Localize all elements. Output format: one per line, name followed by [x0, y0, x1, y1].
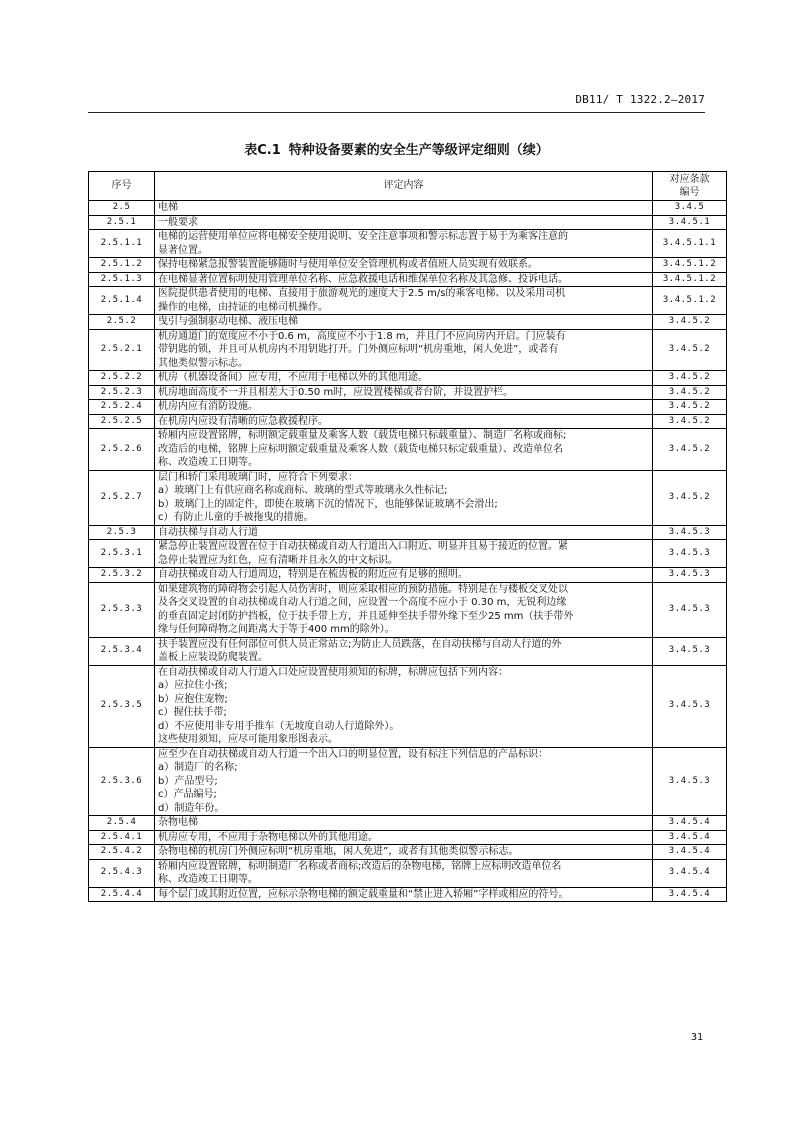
row-content-line: 机房（机器设备间）应专用，不应用于电梯以外的其他用途。	[158, 372, 428, 383]
row-reference: 3.4.5	[653, 201, 727, 216]
row-reference: 3.4.5.1.2	[653, 272, 727, 287]
page-number: 31	[690, 1032, 703, 1043]
row-content	[155, 859, 653, 887]
row-reference: 3.4.5.4	[653, 887, 727, 902]
row-content	[155, 272, 653, 287]
table-row	[89, 816, 727, 831]
row-code: 2.5.4.2	[89, 845, 155, 860]
row-code: 2.5.2.2	[89, 371, 155, 386]
row-code: 2.5.4.3	[89, 859, 155, 887]
row-content-line: 显著位置。	[158, 244, 208, 256]
row-content-line: 及各交叉设置的自动扶梯或自动人行道之间，应设置一个高度不应小于 0.30 m，无锐利边缘	[158, 597, 567, 608]
row-reference: 3.4.5.1.2	[653, 287, 727, 315]
row-content-line: b）产品型号;	[158, 775, 218, 787]
row-code: 2.5.4.4	[89, 887, 155, 902]
row-content-line: 盖板上应装设防爬装置。	[158, 652, 268, 663]
row-content-line: 自动扶梯与自动人行道	[158, 526, 258, 538]
row-content	[155, 287, 653, 315]
column-header-seq: 序号	[89, 172, 155, 201]
row-content	[155, 816, 653, 831]
row-reference: 3.4.5.2	[653, 470, 727, 525]
column-header-ref	[653, 172, 727, 201]
row-reference: 3.4.5.3	[653, 525, 727, 540]
row-content-line: d）制造年份。	[158, 802, 225, 814]
row-content-line: 应至少在自动扶梯或自动人行道一个出入口的明显位置，设有标注下列信息的产品标识：	[158, 748, 548, 760]
row-content-line: c）产品编号;	[158, 789, 217, 800]
row-content	[155, 845, 653, 860]
row-content	[155, 315, 653, 330]
row-content	[155, 414, 653, 429]
row-content-line: 机房地面高度不一并且相差大于0.50 m时，应设置楼梯或者台阶，并设置护栏。	[158, 386, 514, 398]
row-content-line: 称、改造竣工日期等。	[158, 874, 258, 885]
row-content-line: b）应抱住宠物;	[158, 693, 228, 705]
table-row	[89, 830, 727, 845]
row-reference: 3.4.5.2	[653, 329, 727, 371]
row-content-line: 医院提供患者使用的电梯、直接用于旅游观光的速度大于2.5 m/s的乘客电梯、以及采用司机	[158, 288, 566, 299]
row-content-line: 层门和轿门采用玻璃门时，应符合下列要求：	[158, 471, 358, 483]
row-code: 2.5.2.7	[89, 470, 155, 525]
row-content	[155, 385, 653, 400]
row-content-line: 杂物电梯	[158, 817, 198, 828]
table-row	[89, 230, 727, 258]
row-reference: 3.4.5.1.2	[653, 258, 727, 273]
row-reference: 3.4.5.2	[653, 315, 727, 330]
row-content-line: 曳引与强制驱动电梯、液压电梯	[158, 316, 298, 327]
row-content-line: 缘与任何障碍物之间距离大于等于400 mm的除外）。	[158, 624, 395, 635]
row-content	[155, 371, 653, 386]
row-code: 2.5.2	[89, 315, 155, 330]
row-content	[155, 582, 653, 637]
row-code: 2.5	[89, 201, 155, 216]
table-row	[89, 845, 727, 860]
table-body	[89, 201, 727, 902]
table-row	[89, 201, 727, 216]
row-code: 2.5.3.2	[89, 568, 155, 583]
row-content-line: c）握住扶手带;	[158, 707, 227, 718]
row-content-line: 轿厢内应设置铭牌，标明额定载重量及乘客人数（载货电梯只标载重量）、制造厂名称或商标;	[158, 430, 567, 441]
row-code: 2.5.2.5	[89, 414, 155, 429]
row-code: 2.5.1.4	[89, 287, 155, 315]
header-rule	[88, 112, 705, 113]
evaluation-table	[88, 171, 727, 902]
row-content-line: 急停止装置应为红色，应有清晰并且永久的中文标识。	[158, 554, 398, 566]
row-content-line: 操作的电梯，由持证的电梯司机操作。	[158, 301, 328, 313]
row-content-line: a）玻璃门上有供应商名称或商标、玻璃的型式等玻璃永久性标记;	[158, 485, 448, 496]
table-title-name: 特种设备要素的安全生产等级评定细则（续）	[288, 143, 549, 158]
row-content-line: 扶手装置应没有任何部位可供人员正常站立;为防止人员跌落，在自动扶梯与自动人行道的外	[158, 638, 562, 650]
row-content-line: 一般要求	[158, 216, 198, 228]
table-row	[89, 470, 727, 525]
row-content	[155, 887, 653, 902]
document-id: DB11/ T 1322.2—2017	[575, 93, 705, 106]
row-reference: 3.4.5.3	[653, 582, 727, 637]
table-row	[89, 329, 727, 371]
row-content-line: 这些使用须知，应尽可能用象形图表示。	[158, 734, 338, 745]
row-content	[155, 665, 653, 747]
row-reference: 3.4.5.3	[653, 540, 727, 568]
row-content	[155, 747, 653, 816]
row-content	[155, 215, 653, 230]
row-code: 2.5.1	[89, 215, 155, 230]
row-content-line: 在自动扶梯或自动人行道入口处应设置使用须知的标牌，标牌应包括下列内容：	[158, 666, 508, 678]
row-reference: 3.4.5.3	[653, 747, 727, 816]
row-content-line: 自动扶梯或自动人行道周边，特别是在梳齿板的附近应有足够的照明。	[158, 569, 468, 580]
row-content	[155, 201, 653, 216]
column-header-content: 评定内容	[155, 172, 653, 201]
row-content-line: 轿厢内应设置铭牌，标明制造厂名称或者商标;改造后的杂物电梯，铭牌上应标明改造单位名	[158, 860, 562, 872]
row-reference: 3.4.5.2	[653, 414, 727, 429]
column-header-ref-line: 对应条款	[669, 173, 710, 185]
row-content-line: b）玻璃门上的固定件，即使在玻璃下沉的情况下，也能够保证玻璃不会滑出;	[158, 498, 498, 510]
table-row	[89, 371, 727, 386]
table-row	[89, 315, 727, 330]
row-reference: 3.4.5.2	[653, 400, 727, 415]
table-row	[89, 887, 727, 902]
row-code: 2.5.2.6	[89, 429, 155, 471]
row-content	[155, 429, 653, 471]
row-code: 2.5.3.5	[89, 665, 155, 747]
table-title-label: 表C.1	[244, 143, 281, 158]
row-content-line: 称、改造竣工日期等。	[158, 457, 258, 468]
table-row	[89, 747, 727, 816]
row-content-line: 在机房内应设有清晰的应急救援程序。	[158, 415, 328, 427]
row-content-line: d）不应使用非专用手推车（无坡度自动人行道除外）。	[158, 720, 400, 732]
table-row	[89, 272, 727, 287]
row-content	[155, 540, 653, 568]
table-row	[89, 400, 727, 415]
row-content	[155, 637, 653, 665]
row-reference: 3.4.5.1	[653, 215, 727, 230]
row-code: 2.5.4	[89, 816, 155, 831]
row-reference: 3.4.5.4	[653, 830, 727, 845]
row-reference: 3.4.5.3	[653, 568, 727, 583]
table-row	[89, 258, 727, 273]
table-row	[89, 540, 727, 568]
row-code: 2.5.3.4	[89, 637, 155, 665]
row-reference: 3.4.5.1.1	[653, 230, 727, 258]
column-header-ref-line: 编号	[679, 187, 700, 198]
table-row	[89, 215, 727, 230]
row-reference: 3.4.5.3	[653, 665, 727, 747]
row-content-line: 每个层门或其附近位置，应标示杂物电梯的额定载重量和“禁止进入轿厢”字样或相应的符号。	[158, 888, 569, 900]
row-content-line: 的垂直固定封闭防护挡板，位于扶手带上方，并且延伸至扶手带外缘下至少25 mm（扶手带外	[158, 610, 574, 622]
row-content	[155, 470, 653, 525]
row-content-line: 机房内应有消防设施。	[158, 401, 258, 412]
table-header-row	[89, 172, 727, 201]
row-reference: 3.4.5.4	[653, 816, 727, 831]
row-code: 2.5.3.3	[89, 582, 155, 637]
row-content-line: 杂物电梯的机房门外侧应标明“机房重地，闲人免进”，或者有其他类似警示标志。	[158, 846, 519, 857]
row-content-line: 其他类似警示标志。	[158, 357, 248, 369]
row-reference: 3.4.5.2	[653, 429, 727, 471]
row-code: 2.5.3.1	[89, 540, 155, 568]
row-reference: 3.4.5.2	[653, 371, 727, 386]
row-content	[155, 400, 653, 415]
row-code: 2.5.2.1	[89, 329, 155, 371]
row-content-line: 如果建筑物的障碍物会引起人员伤害时，则应采取相应的预防措施。特别是在与楼板交叉处以	[158, 583, 568, 595]
row-content-line: 保持电梯紧急报警装置能够随时与使用单位安全管理机构或者值班人员实现有效联系。	[158, 259, 538, 270]
row-content	[155, 525, 653, 540]
row-content-line: 改造后的电梯，铭牌上应标明额定载重量及乘客人数（载货电梯只标定载重量）、改造单位名	[158, 443, 563, 455]
row-content-line: 机房应专用，不应用于杂物电梯以外的其他用途。	[158, 831, 378, 843]
row-content-line: 电梯的运营使用单位应将电梯安全使用说明、安全注意事项和警示标志置于易于为乘客注意的	[158, 231, 568, 242]
table-row	[89, 287, 727, 315]
row-code: 2.5.2.3	[89, 385, 155, 400]
row-code: 2.5.1.3	[89, 272, 155, 287]
table-title	[0, 139, 793, 158]
table-row	[89, 414, 727, 429]
row-content-line: a）应拉住小孩;	[158, 680, 228, 691]
row-content-line: a）制造厂的名称;	[158, 762, 238, 773]
row-content-line: 紧急停止装置应设置在位于自动扶梯或自动人行道出入口附近、明显并且易于接近的位置。紧	[158, 541, 568, 552]
table-row	[89, 665, 727, 747]
row-reference: 3.4.5.2	[653, 385, 727, 400]
row-content-line: 电梯	[158, 202, 178, 213]
row-content	[155, 830, 653, 845]
row-code: 2.5.3.6	[89, 747, 155, 816]
row-content-line: 在电梯显著位置标明使用管理单位名称、应急救援电话和维保单位名称及其急修、投诉电话。	[158, 273, 568, 285]
row-content	[155, 258, 653, 273]
row-code: 2.5.3	[89, 525, 155, 540]
row-reference: 3.4.5.3	[653, 637, 727, 665]
table-row	[89, 859, 727, 887]
row-content-line: c）有防止儿童的手被拖曳的措施。	[158, 512, 314, 523]
row-content	[155, 329, 653, 371]
row-reference: 3.4.5.4	[653, 859, 727, 887]
row-content	[155, 568, 653, 583]
row-content	[155, 230, 653, 258]
table-row	[89, 385, 727, 400]
row-code: 2.5.4.1	[89, 830, 155, 845]
table-row	[89, 637, 727, 665]
row-content-line: 带钥匙的锁，并且可从机房内不用钥匙打开。门外侧应标明“机房重地，闲人免进”，或者有	[158, 344, 559, 355]
table-row	[89, 429, 727, 471]
row-code: 2.5.2.4	[89, 400, 155, 415]
row-reference: 3.4.5.4	[653, 845, 727, 860]
table-row	[89, 582, 727, 637]
row-content-line: 机房通道门的宽度应不小于0.6 m，高度应不小于1.8 m，并且门不应向房内开启。门应装有	[158, 330, 566, 342]
table-row	[89, 525, 727, 540]
row-code: 2.5.1.2	[89, 258, 155, 273]
table-row	[89, 568, 727, 583]
row-code: 2.5.1.1	[89, 230, 155, 258]
